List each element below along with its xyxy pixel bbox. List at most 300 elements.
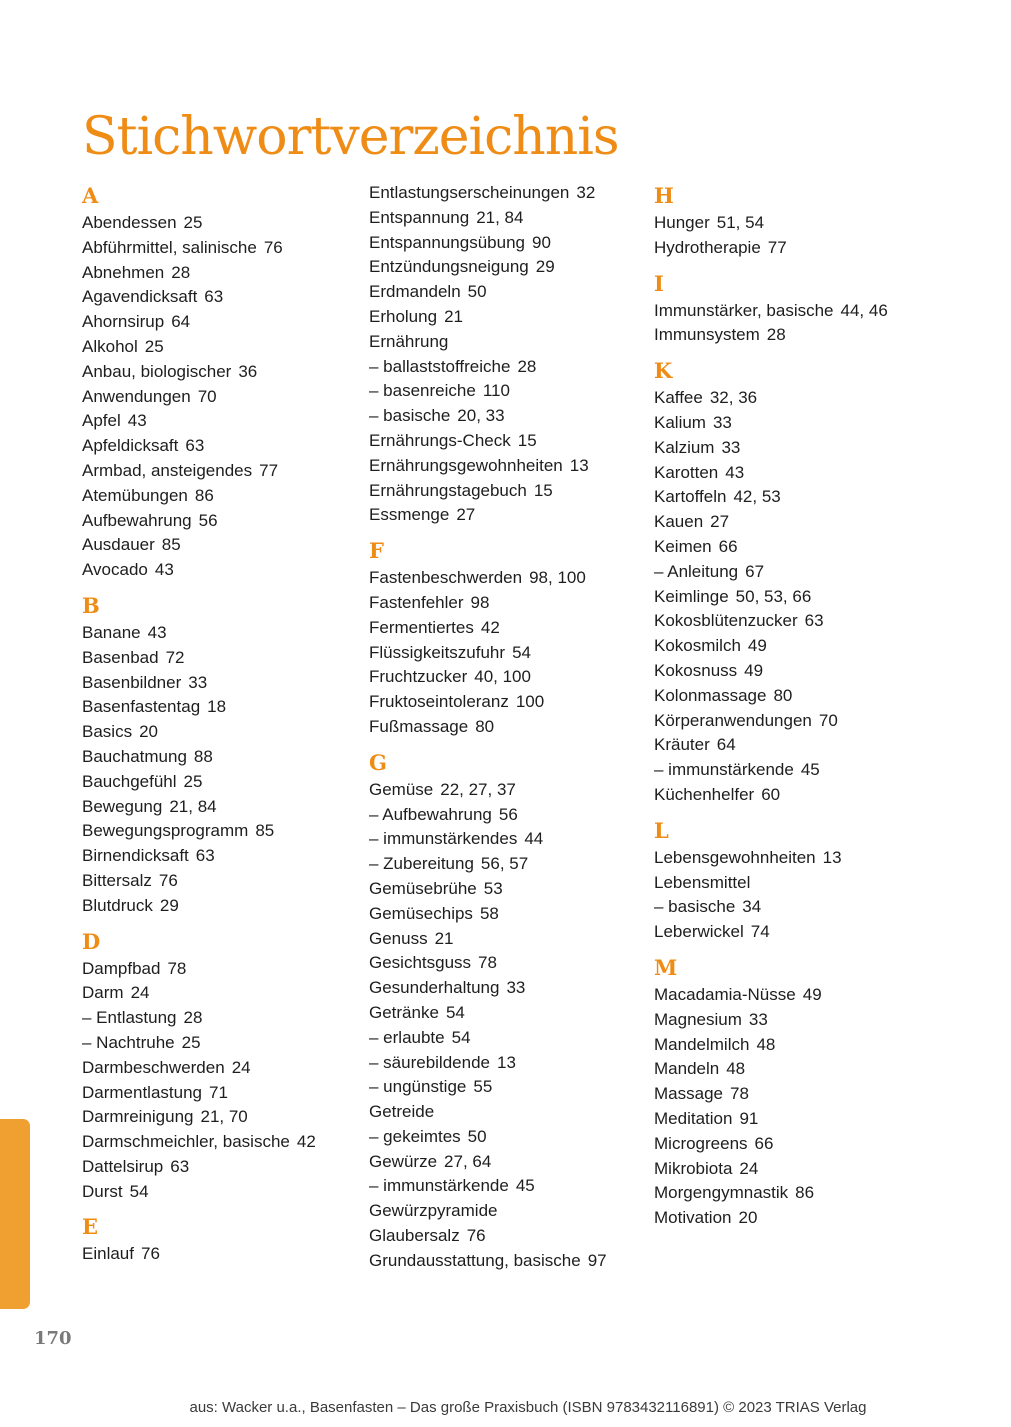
entry-term: Entspannungsübung xyxy=(369,232,525,252)
index-section xyxy=(82,927,357,1205)
index-section xyxy=(369,748,644,1274)
index-entry xyxy=(654,634,954,659)
entry-pages: 40, 100 xyxy=(474,667,531,687)
entry-term: – basenreiche xyxy=(369,381,476,401)
entry-pages: 33 xyxy=(748,1009,768,1029)
index-section xyxy=(654,356,954,808)
entry-pages: 98 xyxy=(470,592,490,612)
index-entry xyxy=(82,558,357,583)
index-entry xyxy=(369,1051,644,1076)
index-section xyxy=(654,181,954,261)
index-entry xyxy=(369,803,644,828)
index-entry xyxy=(369,827,644,852)
index-entry xyxy=(82,646,357,671)
entry-term: Agavendicksaft xyxy=(82,287,198,307)
index-section xyxy=(82,591,357,919)
section-letter: E xyxy=(82,1214,99,1240)
index-section xyxy=(654,269,954,349)
index-entry xyxy=(82,695,357,720)
entry-term: Basenbildner xyxy=(82,672,182,692)
index-entry xyxy=(654,1033,954,1058)
index-entry xyxy=(82,869,357,894)
entry-term: Fruktoseintoleranz xyxy=(369,692,509,712)
entry-term: Apfel xyxy=(82,411,121,431)
entry-term: Kalium xyxy=(654,412,706,432)
index-entry xyxy=(369,454,644,479)
entry-pages: 32 xyxy=(576,183,596,202)
entry-term: Basics xyxy=(82,722,133,742)
entry-pages: 80 xyxy=(773,685,793,705)
index-entry xyxy=(369,503,644,528)
entry-pages: 50, 53, 66 xyxy=(735,586,812,606)
entry-pages: 58 xyxy=(479,903,499,923)
index-entry xyxy=(654,535,954,560)
entry-term: – Anleitung xyxy=(654,561,739,581)
index-entry xyxy=(654,758,954,783)
entry-term: Anbau, biologischer xyxy=(82,361,232,381)
entry-pages: 49 xyxy=(747,636,767,656)
entry-pages: 21, 84 xyxy=(169,796,217,816)
entry-term: Kartoffeln xyxy=(654,487,727,507)
entry-term: Hydrotherapie xyxy=(654,237,761,257)
entry-term: Kalzium xyxy=(654,437,715,457)
index-entry xyxy=(654,411,954,436)
entry-pages: 78 xyxy=(729,1084,749,1104)
entry-pages: 55 xyxy=(473,1077,493,1097)
copyright-footer: aus: Wacker u.a., Basenfasten – Das große Praxisbuch (ISBN 9783432116891) © 2023 TRIAS Verlag xyxy=(189,1399,867,1416)
entry-term: Darm xyxy=(82,983,124,1003)
entry-term: Fruchtzucker xyxy=(369,667,468,687)
entry-pages: 18 xyxy=(207,697,227,717)
index-section xyxy=(369,181,644,528)
entry-term: Mikrobiota xyxy=(654,1158,733,1178)
index-entry xyxy=(654,1107,954,1132)
entry-pages: 110 xyxy=(482,381,510,401)
entry-term: Karotten xyxy=(654,462,719,482)
entry-term: Kolonmassage xyxy=(654,685,767,705)
index-entry xyxy=(369,852,644,877)
entry-pages: 97 xyxy=(587,1250,607,1270)
entry-term: Alkohol xyxy=(82,336,138,356)
index-entry xyxy=(369,566,644,591)
entry-term: Kokosmilch xyxy=(654,636,741,656)
index-entry xyxy=(82,509,357,534)
index-entry xyxy=(82,770,357,795)
entry-term: Lebensgewohnheiten xyxy=(654,847,816,867)
index-entry xyxy=(654,560,954,585)
entry-term: Fußmassage xyxy=(369,716,469,736)
entry-pages: 28 xyxy=(171,262,191,282)
entry-term: Ernährungs-Check xyxy=(369,430,511,450)
entry-pages: 76 xyxy=(466,1226,486,1246)
entry-pages: 54 xyxy=(512,642,531,662)
entry-term: – Nachtruhe xyxy=(82,1032,175,1052)
entry-term: Essmenge xyxy=(369,505,450,525)
entry-pages: 80 xyxy=(475,716,495,736)
index-entry xyxy=(369,379,644,404)
entry-pages: 49 xyxy=(802,984,822,1004)
index-entry xyxy=(82,236,357,261)
entry-pages: 77 xyxy=(767,237,787,257)
entry-pages: 28 xyxy=(183,1008,203,1028)
index-entry xyxy=(654,1157,954,1182)
entry-term: Hunger xyxy=(654,213,710,232)
entry-term: Kauen xyxy=(654,512,704,532)
index-entry xyxy=(654,436,954,461)
entry-pages: 86 xyxy=(194,485,214,505)
entry-pages: 24 xyxy=(231,1057,251,1077)
entry-pages: 78 xyxy=(167,958,187,978)
index-entry xyxy=(654,920,954,945)
index-entry xyxy=(654,510,954,535)
index-entry xyxy=(654,323,954,348)
index-entry xyxy=(654,1057,954,1082)
index-entry xyxy=(369,715,644,740)
index-entry xyxy=(369,1174,644,1199)
index-entry xyxy=(654,1082,954,1107)
entry-term: Gewürzpyramide xyxy=(369,1201,498,1221)
entry-term: Dattelsirup xyxy=(82,1156,164,1176)
entry-pages: 25 xyxy=(181,1032,201,1052)
entry-pages: 45 xyxy=(800,760,820,780)
index-entry xyxy=(82,720,357,745)
index-entry xyxy=(82,360,357,385)
entry-pages: 36 xyxy=(238,361,258,381)
index-entry xyxy=(369,927,644,952)
entry-pages: 50 xyxy=(467,282,487,302)
entry-term: Ernährungsgewohnheiten xyxy=(369,455,563,475)
entry-term: Durst xyxy=(82,1181,123,1201)
entry-pages: 63 xyxy=(195,846,215,866)
entry-term: Leberwickel xyxy=(654,922,744,942)
entry-pages: 56 xyxy=(198,510,218,530)
index-entry xyxy=(82,819,357,844)
entry-pages: 28 xyxy=(766,325,786,345)
entry-term: Abführmittel, salinische xyxy=(82,237,257,257)
entry-term: Darmbeschwerden xyxy=(82,1057,225,1077)
entry-term: – ungünstige xyxy=(369,1077,467,1097)
index-entry xyxy=(369,902,644,927)
entry-term: Macadamia-Nüsse xyxy=(654,984,796,1004)
entry-pages: 32, 36 xyxy=(709,388,758,408)
entry-term: Bauchatmung xyxy=(82,746,187,766)
index-entry xyxy=(82,385,357,410)
entry-pages: 90 xyxy=(531,232,551,252)
entry-term: Ahornsirup xyxy=(82,312,165,332)
entry-term: Fermentiertes xyxy=(369,617,474,637)
index-entry xyxy=(369,877,644,902)
entry-term: Darmentlastung xyxy=(82,1082,203,1102)
entry-pages: 33 xyxy=(712,412,732,432)
entry-pages: 53 xyxy=(483,878,503,898)
index-entry xyxy=(369,231,644,256)
entry-term: Basenbad xyxy=(82,647,159,667)
entry-pages: 43 xyxy=(127,411,147,431)
index-entry xyxy=(654,684,954,709)
index-entry xyxy=(369,665,644,690)
section-letter: H xyxy=(654,183,674,208)
index-entry xyxy=(82,844,357,869)
entry-pages: 72 xyxy=(165,647,185,667)
entry-term: Massage xyxy=(654,1084,723,1104)
index-entry xyxy=(82,484,357,509)
index-entry xyxy=(369,951,644,976)
section-letter: L xyxy=(654,817,669,843)
entry-term: – Entlastung xyxy=(82,1008,177,1028)
page-number: 170 xyxy=(34,1328,72,1349)
entry-pages: 63 xyxy=(170,1156,190,1176)
entry-pages: 48 xyxy=(756,1034,776,1054)
entry-term: Aufbewahrung xyxy=(82,510,192,530)
entry-pages: 64 xyxy=(716,735,736,755)
index-entry xyxy=(654,846,954,871)
entry-pages: 43 xyxy=(725,462,745,482)
section-letter: G xyxy=(369,749,387,775)
index-entry xyxy=(82,434,357,459)
index-entry xyxy=(369,429,644,454)
entry-term: Grundausstattung, basische xyxy=(369,1250,581,1270)
entry-pages: 74 xyxy=(750,922,770,942)
entry-pages: 70 xyxy=(818,710,838,730)
index-entry xyxy=(369,616,644,641)
index-section xyxy=(654,816,954,945)
index-entry xyxy=(82,211,357,236)
index-entry xyxy=(369,1026,644,1051)
index-entry xyxy=(654,386,954,411)
entry-pages: 56 xyxy=(498,804,518,824)
entry-pages: 63 xyxy=(804,611,824,631)
entry-pages: 54 xyxy=(451,1027,471,1047)
entry-pages: 60 xyxy=(761,784,781,804)
entry-pages: 71 xyxy=(209,1082,228,1102)
entry-pages: 13 xyxy=(822,847,842,867)
entry-term: – immunstärkende xyxy=(369,1176,509,1196)
entry-term: Körperanwendungen xyxy=(654,710,812,730)
index-entry xyxy=(654,733,954,758)
entry-term: Einlauf xyxy=(82,1244,134,1264)
entry-pages: 25 xyxy=(183,213,203,232)
entry-pages: 76 xyxy=(158,870,178,890)
entry-term: Fastenfehler xyxy=(369,592,464,612)
index-entry xyxy=(369,479,644,504)
entry-term: Lebensmittel xyxy=(654,872,751,892)
index-entry xyxy=(82,745,357,770)
entry-pages: 21, 84 xyxy=(476,207,524,227)
entry-term: Basenfastentag xyxy=(82,697,201,717)
section-letter: K xyxy=(654,358,673,384)
index-entry xyxy=(82,310,357,335)
section-letter: B xyxy=(82,592,100,618)
index-entry xyxy=(369,591,644,616)
entry-term: Bauchgefühl xyxy=(82,771,177,791)
entry-pages: 51, 54 xyxy=(716,213,765,232)
entry-term: Apfeldicksaft xyxy=(82,436,179,456)
index-entry xyxy=(82,1130,357,1155)
index-entry xyxy=(369,280,644,305)
entry-pages: 24 xyxy=(739,1158,759,1178)
entry-pages: 34 xyxy=(742,897,762,917)
entry-term: Anwendungen xyxy=(82,386,191,406)
entry-pages: 76 xyxy=(263,237,283,257)
index-entry xyxy=(369,404,644,429)
index-entry xyxy=(82,1242,357,1267)
index-entry xyxy=(82,1081,357,1106)
section-letter: I xyxy=(654,270,664,296)
entry-term: Avocado xyxy=(82,560,148,580)
index-column-3 xyxy=(654,181,954,1239)
entry-term: Gemüsebrühe xyxy=(369,878,477,898)
entry-pages: 42, 53 xyxy=(733,487,781,507)
entry-term: Kräuter xyxy=(654,735,710,755)
entry-pages: 24 xyxy=(130,983,150,1003)
entry-pages: 76 xyxy=(140,1244,160,1264)
entry-term: Kaffee xyxy=(654,388,703,408)
entry-term: Keimen xyxy=(654,536,712,556)
entry-pages: 70 xyxy=(197,386,217,406)
entry-term: Gemüse xyxy=(369,779,434,799)
entry-term: Mandelmilch xyxy=(654,1034,750,1054)
entry-term: – basische xyxy=(369,406,451,426)
index-entry xyxy=(654,461,954,486)
entry-term: Küchenhelfer xyxy=(654,784,755,804)
entry-term: Meditation xyxy=(654,1108,733,1128)
index-entry xyxy=(369,355,644,380)
entry-pages: 48 xyxy=(726,1059,746,1079)
entry-term: Gemüsechips xyxy=(369,903,473,923)
index-entry xyxy=(82,459,357,484)
index-entry xyxy=(654,659,954,684)
entry-term: Atemübungen xyxy=(82,485,188,505)
entry-pages: 66 xyxy=(718,536,738,556)
entry-pages: 27, 64 xyxy=(444,1151,492,1171)
entry-pages: 50 xyxy=(467,1126,487,1146)
entry-term: – Zubereitung xyxy=(369,854,474,874)
entry-pages: 100 xyxy=(515,692,545,712)
entry-pages: 98, 100 xyxy=(529,568,586,588)
index-entry xyxy=(369,1100,644,1125)
index-entry xyxy=(654,1181,954,1206)
entry-term: Mandeln xyxy=(654,1059,720,1079)
page-title: Stichwortverzeichnis xyxy=(82,107,619,167)
entry-pages: 42 xyxy=(296,1132,316,1152)
index-entry xyxy=(369,181,644,206)
index-entry xyxy=(82,1180,357,1205)
entry-term: Bittersalz xyxy=(82,870,152,890)
entry-term: Flüssigkeitszufuhr xyxy=(369,642,506,662)
entry-term: Gewürze xyxy=(369,1151,438,1171)
index-entry xyxy=(82,533,357,558)
entry-term: – immunstärkendes xyxy=(369,829,518,849)
entry-term: Birnendicksaft xyxy=(82,846,189,866)
entry-pages: 78 xyxy=(478,953,497,973)
index-entry xyxy=(654,783,954,808)
entry-term: Erholung xyxy=(369,306,438,326)
entry-term: Ausdauer xyxy=(82,535,155,555)
section-letter: M xyxy=(654,954,678,980)
entry-term: Morgengymnastik xyxy=(654,1183,789,1203)
entry-pages: 13 xyxy=(496,1052,516,1072)
section-letter: D xyxy=(82,928,101,954)
entry-term: Armbad, ansteigendes xyxy=(82,460,253,480)
chapter-tab-marker xyxy=(0,1119,30,1309)
index-entry xyxy=(654,585,954,610)
entry-term: Motivation xyxy=(654,1208,732,1228)
entry-pages: 49 xyxy=(744,660,764,680)
entry-pages: 33 xyxy=(721,437,741,457)
index-entry xyxy=(82,1105,357,1130)
entry-pages: 44, 46 xyxy=(840,300,888,320)
entry-pages: 54 xyxy=(129,1181,149,1201)
index-column-2 xyxy=(369,181,644,1282)
entry-term: – ballaststoffreiche xyxy=(369,356,511,376)
index-entry xyxy=(82,621,357,646)
entry-term: Keimlinge xyxy=(654,586,729,606)
entry-pages: 22, 27, 37 xyxy=(440,779,516,799)
index-entry xyxy=(82,285,357,310)
index-entry xyxy=(82,894,357,919)
entry-pages: 20 xyxy=(738,1208,758,1228)
index-entry xyxy=(369,255,644,280)
entry-pages: 25 xyxy=(183,771,203,791)
entry-term: – säurebildende xyxy=(369,1052,490,1072)
entry-term: Blutdruck xyxy=(82,895,153,915)
index-entry xyxy=(654,236,954,261)
index-entry xyxy=(82,1056,357,1081)
index-entry xyxy=(82,1031,357,1056)
index-entry xyxy=(369,1224,644,1249)
entry-pages: 29 xyxy=(159,895,179,915)
index-entry xyxy=(369,1199,644,1224)
index-column-1 xyxy=(82,181,357,1275)
index-section xyxy=(654,953,954,1231)
entry-term: Ernährungstagebuch xyxy=(369,480,527,500)
entry-term: Ernährung xyxy=(369,331,449,351)
index-entry xyxy=(654,485,954,510)
index-entry xyxy=(369,305,644,330)
section-letter: A xyxy=(82,183,99,208)
index-entry xyxy=(654,299,954,324)
entry-term: Fastenbeschwerden xyxy=(369,568,523,588)
index-section xyxy=(369,536,644,740)
entry-pages: 86 xyxy=(795,1183,815,1203)
index-entry xyxy=(82,335,357,360)
entry-term: – erlaubte xyxy=(369,1027,445,1047)
index-entry xyxy=(82,957,357,982)
entry-pages: 91 xyxy=(739,1108,759,1128)
section-letter: F xyxy=(369,538,384,564)
index-entry xyxy=(82,671,357,696)
entry-pages: 29 xyxy=(535,257,555,277)
entry-pages: 21 xyxy=(444,306,463,326)
entry-term: Abendessen xyxy=(82,213,177,232)
entry-term: Immunstärker, basische xyxy=(654,300,834,320)
entry-term: Erdmandeln xyxy=(369,282,461,302)
index-entry xyxy=(654,871,954,896)
entry-term: Getränke xyxy=(369,1002,439,1022)
entry-pages: 15 xyxy=(517,430,537,450)
entry-term: Bewegung xyxy=(82,796,163,816)
entry-pages: 43 xyxy=(154,560,174,580)
index-entry xyxy=(369,1125,644,1150)
index-entry xyxy=(654,609,954,634)
index-entry xyxy=(369,330,644,355)
entry-term: Gesichtsguss xyxy=(369,953,472,973)
entry-term: Kokosblütenzucker xyxy=(654,611,798,631)
entry-term: Genuss xyxy=(369,928,428,948)
index-entry xyxy=(369,1075,644,1100)
entry-pages: 54 xyxy=(445,1002,465,1022)
entry-term: Glaubersalz xyxy=(369,1226,460,1246)
